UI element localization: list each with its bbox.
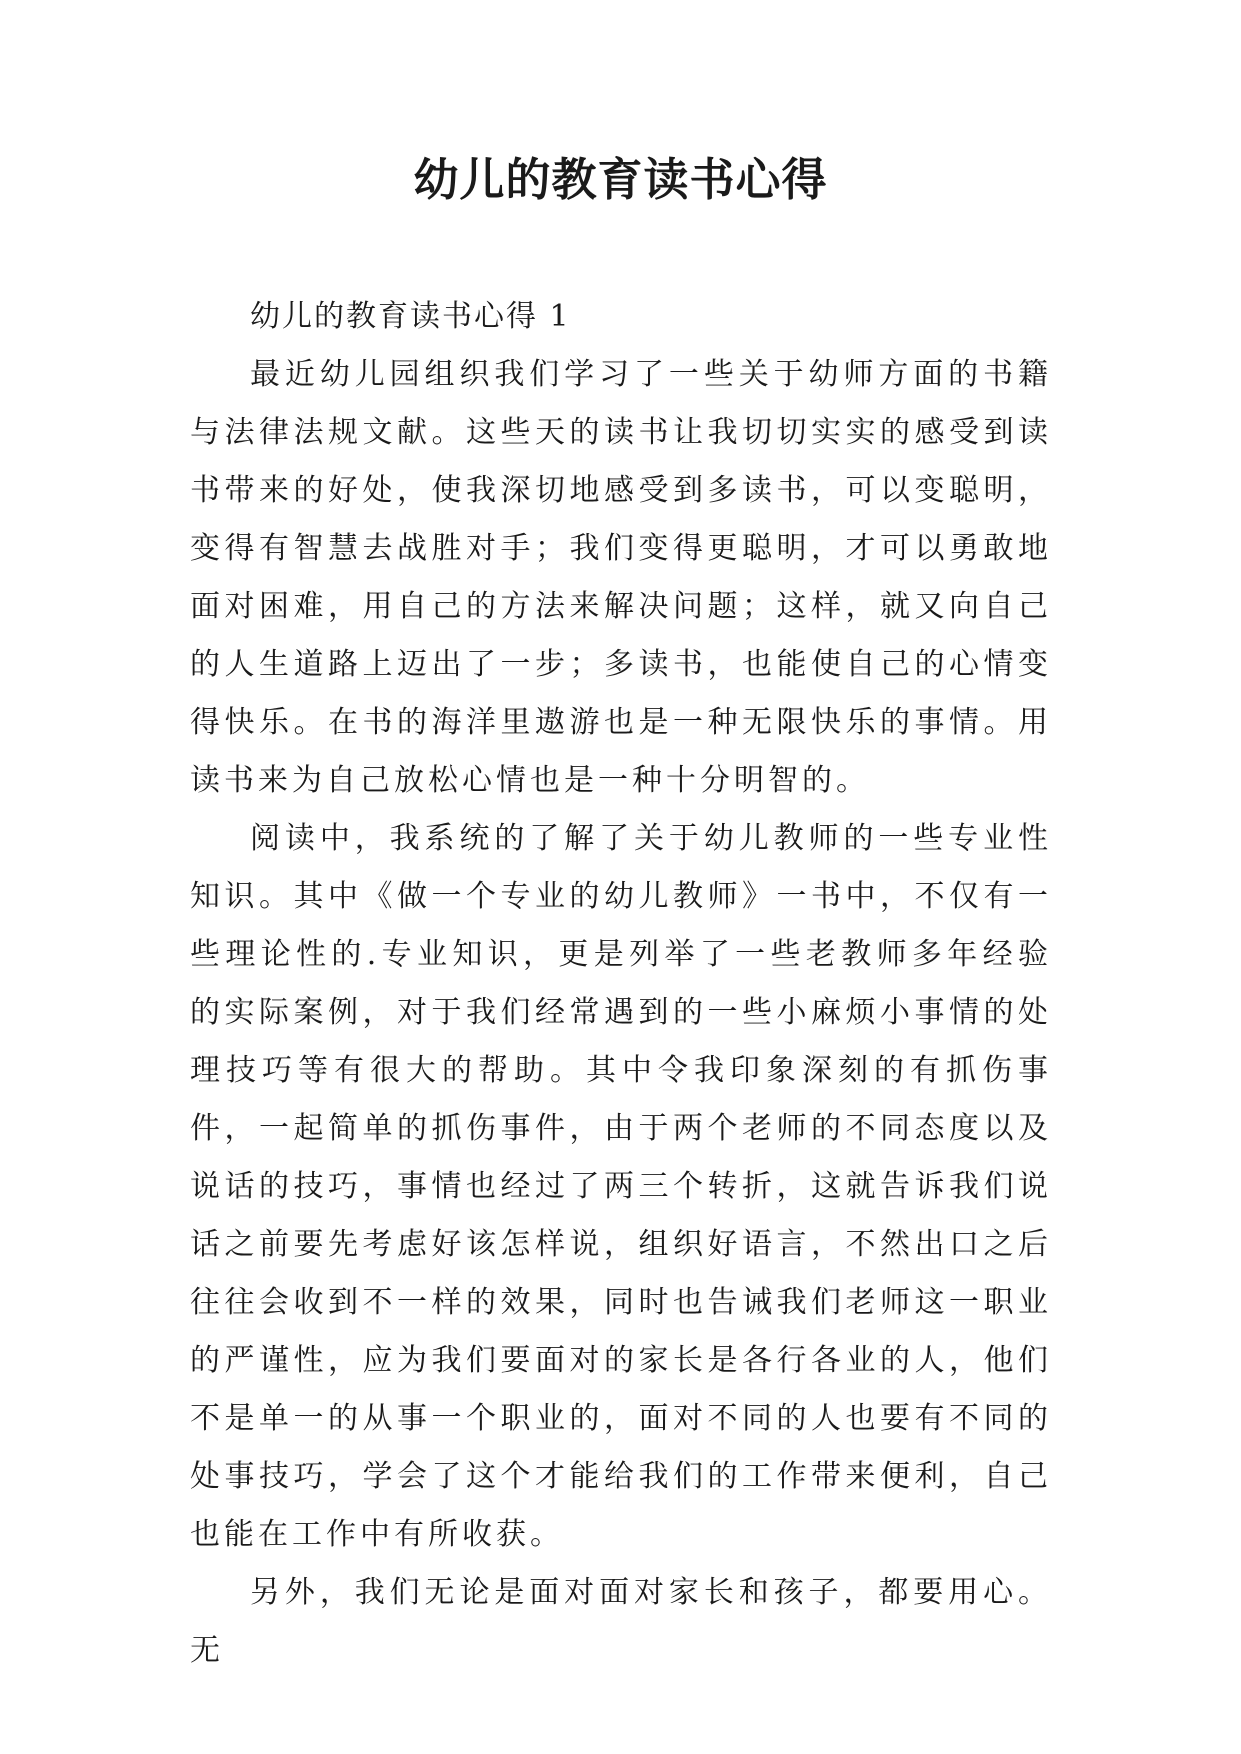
document-title: 幼儿的教育读书心得 bbox=[413, 153, 828, 206]
paragraph: 阅读中，我系统的了解了关于幼儿教师的一些专业性知识。其中《做一个专业的幼儿教师》一书中，不仅有一些理论性的.专业知识，更是列举了一些老教师多年经验的实际案例，对于我们经常遇到的一些小麻烦小事情的处理技巧等有很大的帮助。其中令我印象深刻的有抓伤事件，一起简单的抓伤事件，由于两个老师的不同态度以及说话的技巧，事情也经过了两三个转折，这就告诉我们说话之前要先考虑好该怎样说，组织好语言，不然出口之后往往会收到不一样的效果，同时也告诫我们老师这一职业的严谨性，应为我们要面对的家长是各行各业的人，他们不是单一的从事一个职业的，面对不同的人也要有不同的处事技巧，学会了这个才能给我们的工作带来便利，自己也能在工作中有所收获。 bbox=[190, 821, 1052, 1552]
paragraph: 最近幼儿园组织我们学习了一些关于幼师方面的书籍与法律法规文献。这些天的读书让我切切实实的感受到读书带来的好处，使我深切地感受到多读书，可以变聪明，变得有智慧去战胜对手；我们变得更聪明，才可以勇敢地面对困难，用自己的方法来解决问题；这样，就又向自己的人生道路上迈出了一步；多读书，也能使自己的心情变得快乐。在书的海洋里遨游也是一种无限快乐的事情。用读书来为自己放松心情也是一种十分明智的。 bbox=[190, 357, 1052, 798]
paragraph: 另外，我们无论是面对面对家长和孩子，都要用心。无 bbox=[190, 1575, 1052, 1668]
section-heading: 幼儿的教育读书心得 1 bbox=[250, 299, 571, 334]
document-body bbox=[190, 288, 1052, 1680]
